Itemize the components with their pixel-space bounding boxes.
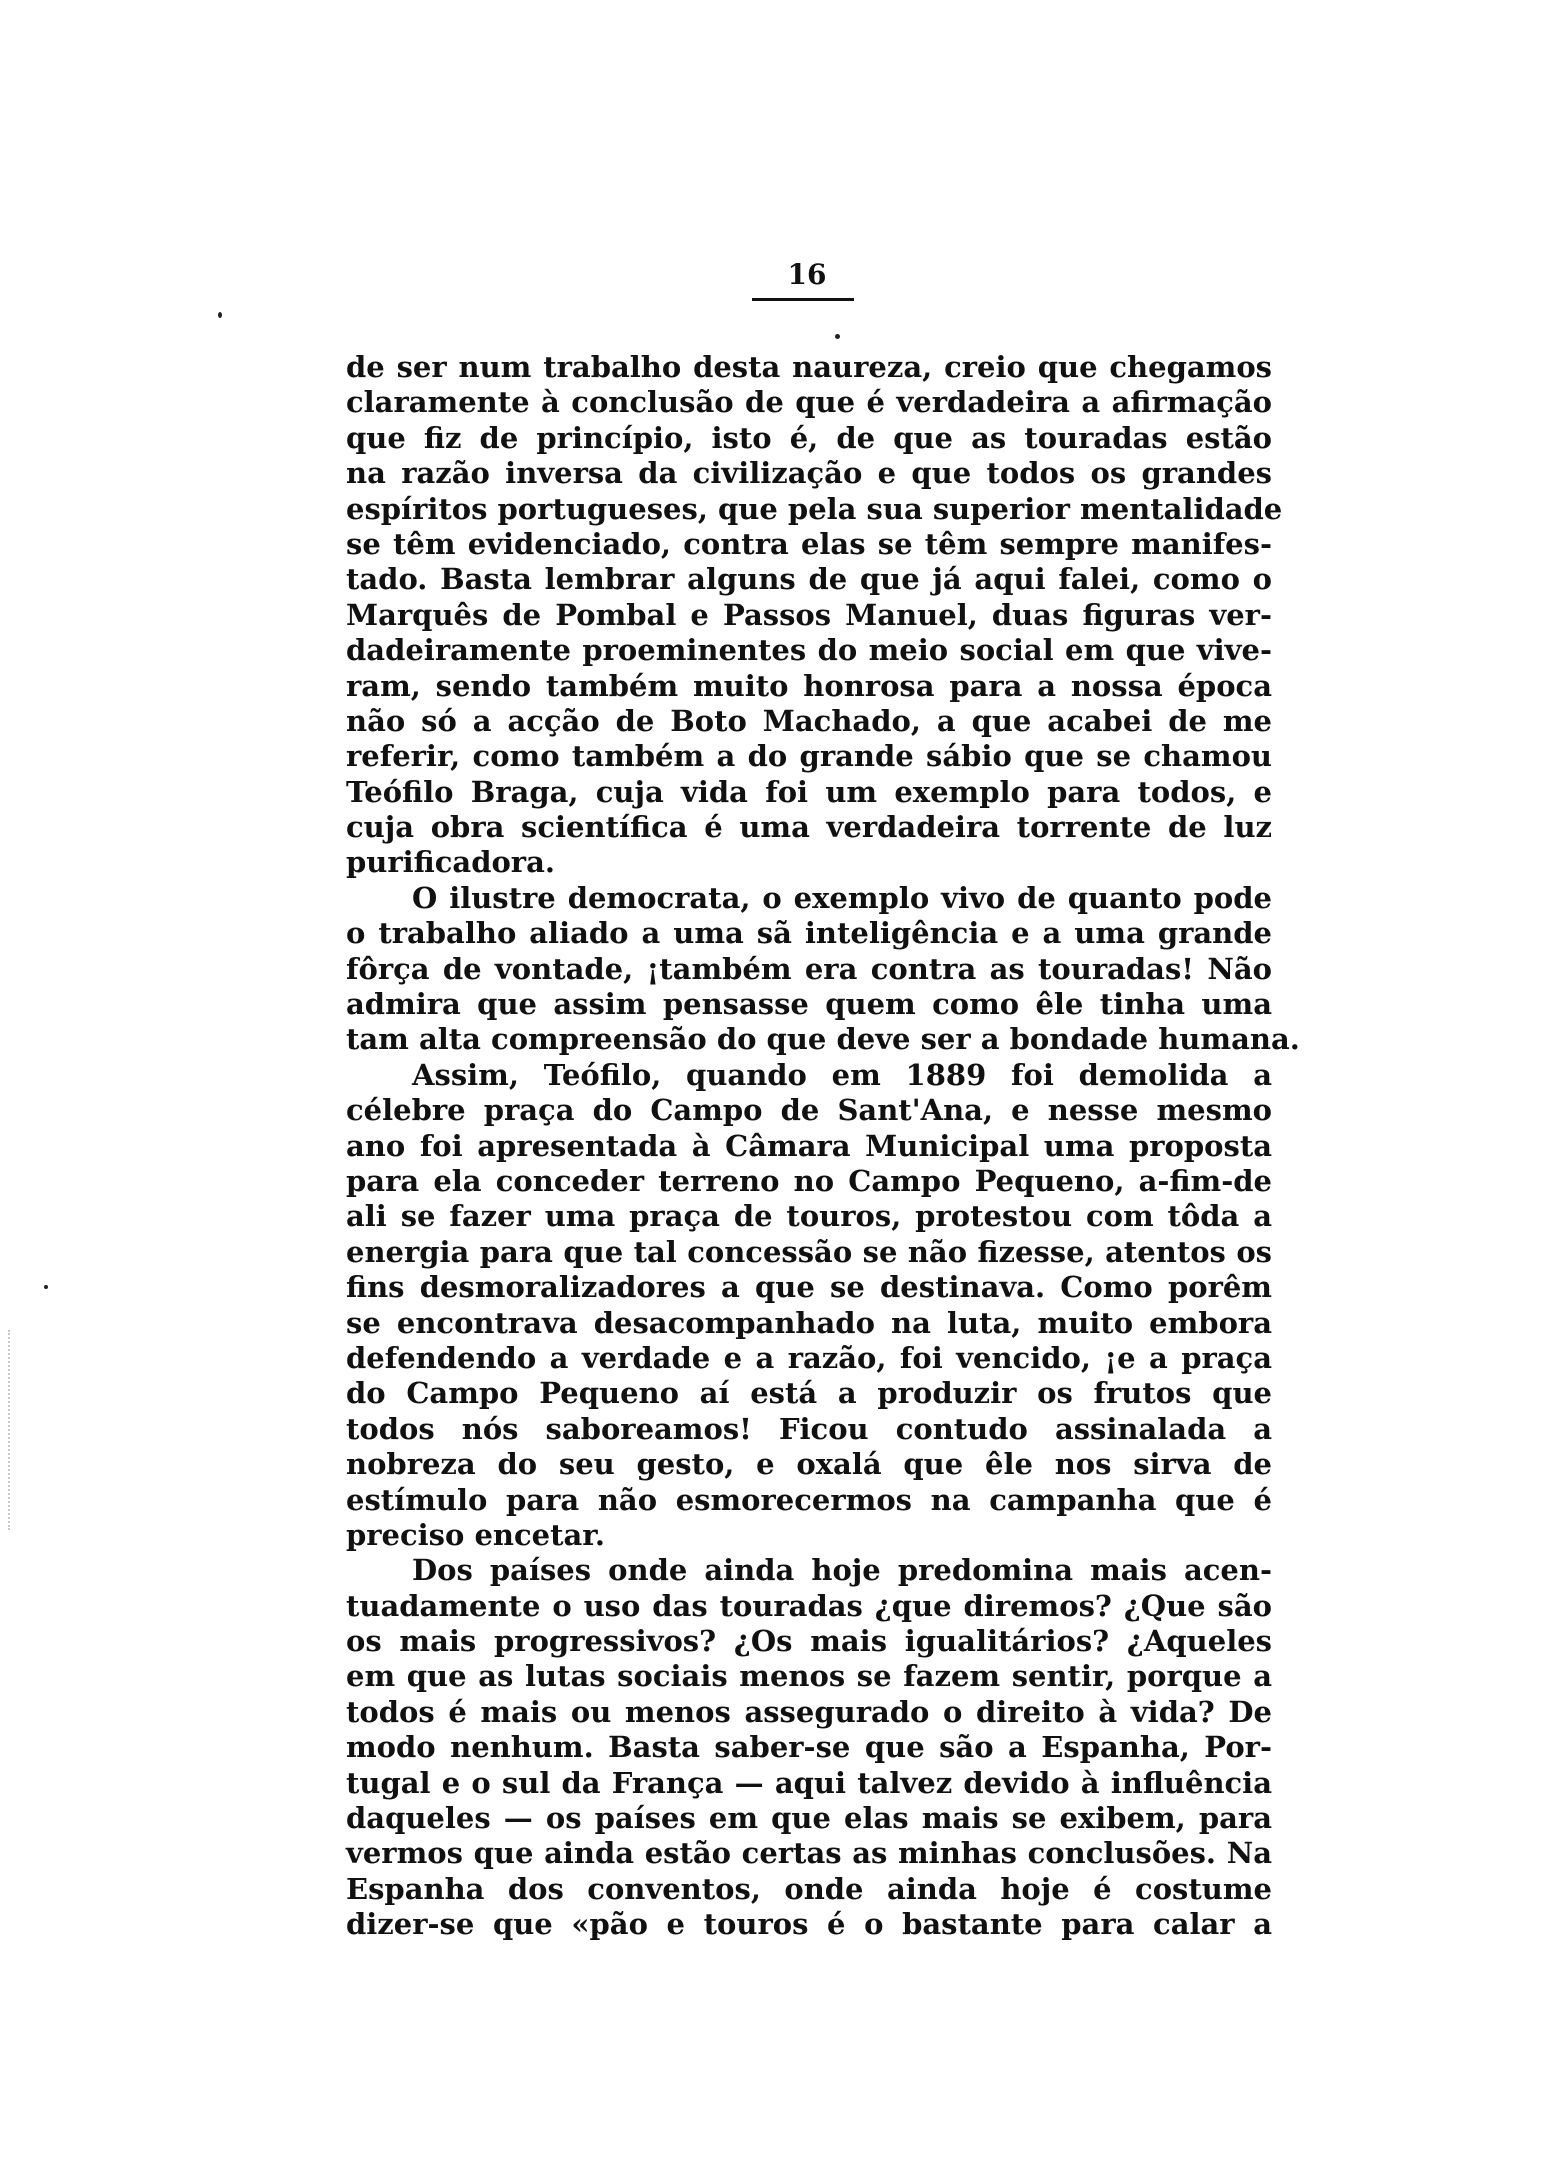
scan-edge-mark	[8, 1330, 12, 1530]
text-line: ali se fazer uma praça de touros, protestou com tôda a	[346, 1199, 1272, 1234]
body-text	[346, 350, 1300, 1943]
text-line: dizer-se que «pão e touros é o bastante para calar a	[346, 1907, 1272, 1942]
ink-speck	[835, 334, 840, 339]
text-line: ram, sendo também muito honrosa para a nossa época	[346, 668, 1272, 703]
text-line: se encontrava desacompanhado na luta, muito embora	[346, 1305, 1272, 1340]
text-line: todos é mais ou menos assegurado o direito à vida? De	[346, 1694, 1272, 1729]
text-line: tuadamente o uso das touradas ¿que diremos? ¿Que são	[346, 1588, 1272, 1623]
text-line: para ela conceder terreno no Campo Pequeno, a-fim-de	[346, 1163, 1272, 1198]
text-line: na razão inversa da civilização e que todos os grandes	[346, 456, 1272, 491]
text-line: dadeiramente proeminentes do meio social em que vive-	[346, 633, 1272, 668]
text-line: tam alta compreensão do que deve ser a bondade humana.	[346, 1022, 1300, 1057]
text-line: do Campo Pequeno aí está a produzir os frutos que	[346, 1376, 1272, 1411]
text-line: daqueles — os países em que elas mais se exibem, para	[346, 1801, 1272, 1836]
page-number-rule	[752, 298, 854, 301]
text-line: fins desmoralizadores a que se destinava. Como porêm	[346, 1270, 1272, 1305]
ink-speck	[218, 312, 222, 318]
text-line: Assim, Teófilo, quando em 1889 foi demolida a	[412, 1057, 1272, 1092]
text-line: claramente à conclusão de que é verdadeira a afirmação	[346, 385, 1272, 420]
text-line: admira que assim pensasse quem como êle tinha uma	[346, 987, 1272, 1022]
text-line: Dos países onde ainda hoje predomina mais acen-	[412, 1553, 1272, 1588]
text-line: de ser num trabalho desta naureza, creio que chegamos	[346, 350, 1272, 384]
text-line: os mais progressivos? ¿Os mais igualitários? ¿Aqueles	[346, 1624, 1272, 1659]
text-line: todos nós saboreamos! Ficou contudo assinalada a	[346, 1411, 1272, 1446]
text-line: referir, como também a do grande sábio que se chamou	[346, 739, 1272, 774]
text-line: Espanha dos conventos, onde ainda hoje é costume	[346, 1871, 1272, 1906]
text-line: energia para que tal concessão se não fizesse, atentos os	[346, 1234, 1272, 1269]
text-line: fôrça de vontade, ¡também era contra as touradas! Não	[346, 951, 1272, 986]
text-line: vermos que ainda estão certas as minhas conclusões. Na	[346, 1836, 1272, 1871]
text-line: não só a acção de Boto Machado, a que acabei de me	[346, 703, 1272, 738]
text-line: cuja obra scientífica é uma verdadeira torrente de luz	[346, 810, 1272, 845]
text-line: se têm evidenciado, contra elas se têm sempre manifes-	[346, 526, 1272, 561]
text-line: estímulo para não esmorecermos na campanha que é	[346, 1482, 1272, 1517]
text-line: o trabalho aliado a uma sã inteligência e a uma grande	[346, 916, 1272, 951]
text-line: preciso encetar.	[346, 1517, 605, 1552]
text-line: modo nenhum. Basta saber-se que são a Espanha, Por-	[346, 1730, 1272, 1765]
text-line: que fiz de princípio, isto é, de que as touradas estão	[346, 420, 1272, 455]
text-line: Marquês de Pombal e Passos Manuel, duas figuras ver-	[346, 597, 1272, 632]
text-line: em que as lutas sociais menos se fazem sentir, porque a	[346, 1659, 1272, 1694]
text-line: célebre praça do Campo de Sant'Ana, e nesse mesmo	[346, 1093, 1272, 1128]
text-line: purificadora.	[346, 845, 555, 880]
text-line: defendendo a verdade e a razão, foi vencido, ¡e a praça	[346, 1340, 1272, 1375]
text-line: Teófilo Braga, cuja vida foi um exemplo para todos, e	[346, 774, 1272, 809]
text-line: ano foi apresentada à Câmara Municipal uma proposta	[346, 1128, 1272, 1163]
text-line: nobreza do seu gesto, e oxalá que êle nos sirva de	[346, 1447, 1272, 1482]
ink-speck	[44, 1285, 48, 1289]
text-line: tugal e o sul da França — aqui talvez devido à influência	[346, 1765, 1272, 1800]
page-number: 16	[787, 258, 827, 291]
text-line: espíritos portugueses, que pela sua superior mentalidade	[346, 491, 1283, 526]
text-line: tado. Basta lembrar alguns de que já aqui falei, como o	[346, 562, 1272, 597]
text-line: O ilustre democrata, o exemplo vivo de quanto pode	[412, 880, 1272, 915]
